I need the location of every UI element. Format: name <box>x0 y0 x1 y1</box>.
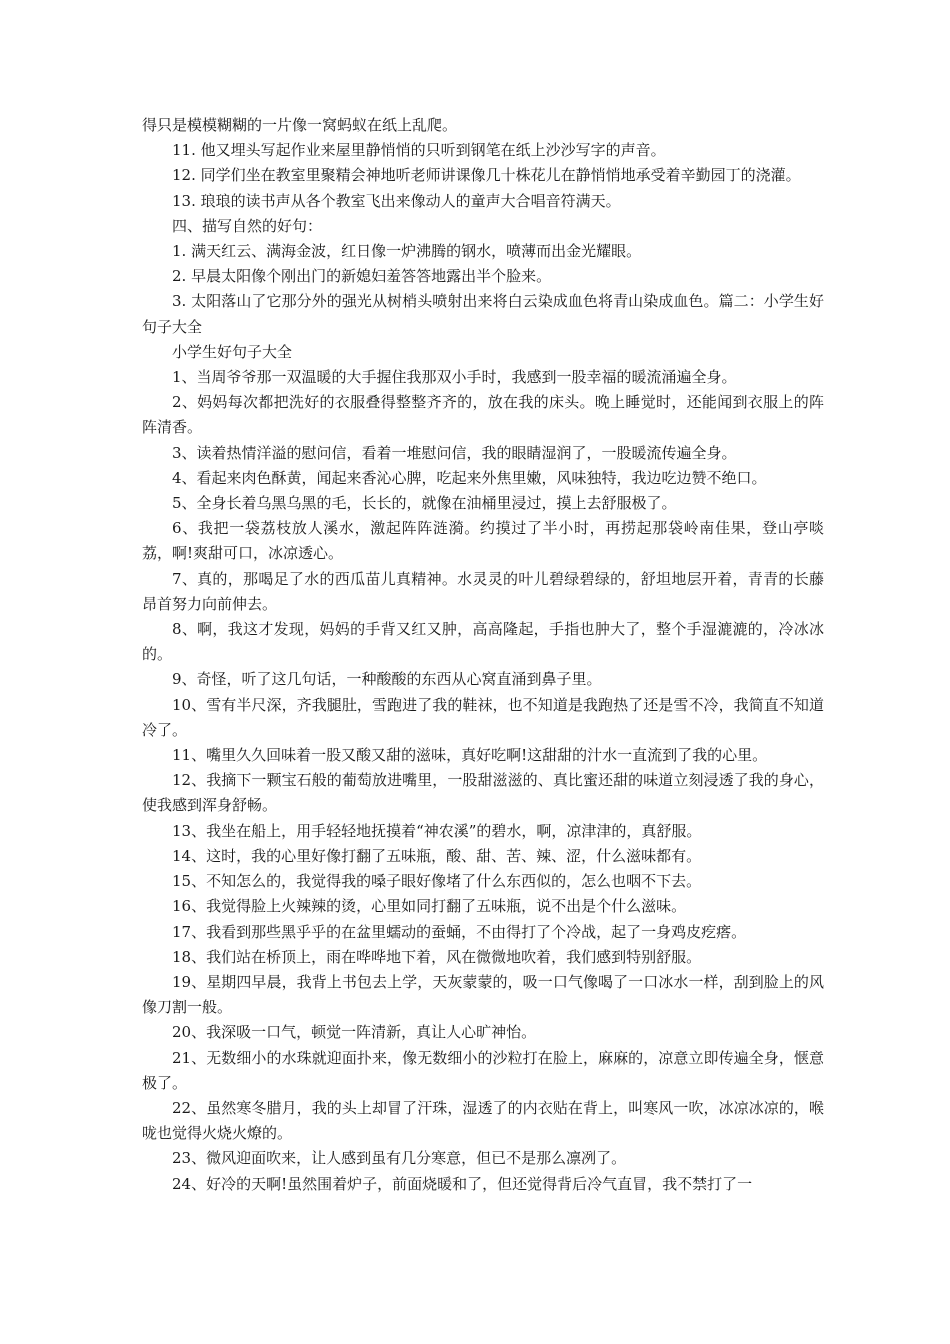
paragraph: 14、这时，我的心里好像打翻了五味瓶，酸、甜、苦、辣、涩，什么滋味都有。 <box>172 846 702 865</box>
paragraph: 13、我坐在船上，用手轻轻地抚摸着“神农溪”的碧水，啊，凉津津的，真舒服。 <box>172 821 702 840</box>
paragraph: 19、星期四早晨，我背上书包去上学，天灰蒙蒙的，吸一口气像喝了一口冰水一样，刮到脸上的风像刀割一般。 <box>142 972 824 1017</box>
paragraph: 3、读着热情洋溢的慰问信，看着一堆慰问信，我的眼睛湿润了，一股暖流传遍全身。 <box>172 443 737 462</box>
paragraph: 3. 太阳落山了它那分外的强光从树梢头喷射出来将白云染成血色将青山染成血色。篇二：小学生好句子大全 <box>142 292 824 336</box>
section-title: 小学生好句子大全 <box>172 342 293 361</box>
paragraph: 1. 满天红云、满海金波，红日像一炉沸腾的钢水，喷薄而出金光耀眼。 <box>172 242 642 261</box>
paragraph: 11、嘴里久久回味着一股又酸又甜的滋味，真好吃啊!这甜甜的汁水一直流到了我的心里。 <box>172 746 768 765</box>
paragraph: 23、微风迎面吹来，让人感到虽有几分寒意，但已不是那么凛冽了。 <box>172 1149 627 1168</box>
paragraph: 5、全身长着乌黑乌黑的毛，长长的，就像在油桶里浸过，摸上去舒服极了。 <box>172 494 677 513</box>
paragraph: 11. 他又埋头写起作业来屋里静悄悄的只听到钢笔在纸上沙沙写字的声音。 <box>172 141 666 160</box>
document-page <box>142 113 824 1197</box>
paragraph: 20、我深吸一口气，顿觉一阵清新，真让人心旷神怡。 <box>172 1023 537 1042</box>
paragraph: 1、当周爷爷那一双温暖的大手握住我那双小手时，我感到一股幸福的暖流涌遍全身。 <box>172 368 737 387</box>
section-heading: 四、描写自然的好句： <box>172 216 323 235</box>
paragraph: 17、我看到那些黑乎乎的在盆里蠕动的蚕蛹，不由得打了个冷战，起了一身鸡皮疙瘩。 <box>172 922 747 941</box>
paragraph: 9、奇怪，听了这几句话，一种酸酸的东西从心窝直涌到鼻子里。 <box>172 670 602 689</box>
paragraph: 2. 早晨太阳像个刚出门的新媳妇羞答答地露出半个脸来。 <box>172 267 552 286</box>
paragraph: 16、我觉得脸上火辣辣的烫，心里如同打翻了五味瓶，说不出是个什么滋味。 <box>172 897 687 916</box>
paragraph: 得只是模模糊糊的一片像一窝蚂蚁在纸上乱爬。 <box>142 116 458 134</box>
paragraph: 18、我们站在桥顶上，雨在哗哗地下着，风在微微地吹着，我们感到特别舒服。 <box>172 947 702 966</box>
paragraph: 10、雪有半尺深，齐我腿肚，雪跑进了我的鞋袜，也不知道是我跑热了还是雪不冷，我简直不知道冷了。 <box>142 695 824 739</box>
paragraph: 22、虽然寒冬腊月，我的头上却冒了汗珠，湿透了的内衣贴在背上，叫寒风一吹，冰凉冰凉的，喉咙也觉得火烧火燎的。 <box>142 1098 824 1143</box>
paragraph: 8、啊，我这才发现，妈妈的手背又红又肿，高高隆起，手指也肿大了，整个手湿漉漉的，冷冰冰的。 <box>142 620 824 664</box>
paragraph: 15、不知怎么的，我觉得我的嗓子眼好像堵了什么东西似的，怎么也咽不下去。 <box>172 872 702 891</box>
paragraph: 6、我把一袋荔枝放人溪水，激起阵阵涟漪。约摸过了半小时，再捞起那袋岭南佳果，登山亭啖荔，啊!爽甜可口，冰凉透心。 <box>142 519 824 563</box>
paragraph: 12. 同学们坐在教室里聚精会神地听老师讲课像几十株花儿在静悄悄地承受着辛勤园丁的浇灌。 <box>172 166 801 185</box>
paragraph: 7、真的，那喝足了水的西瓜苗儿真精神。水灵灵的叶儿碧绿碧绿的，舒坦地层开着，青青的长藤昂首努力向前伸去。 <box>142 569 824 613</box>
paragraph: 13. 琅琅的读书声从各个教室飞出来像动人的童声大合唱音符满天。 <box>172 191 621 210</box>
paragraph: 2、妈妈每次都把洗好的衣服叠得整整齐齐的，放在我的床头。晚上睡觉时，还能闻到衣服上的阵阵清香。 <box>142 393 824 437</box>
paragraph: 4、看起来肉色酥黄，闻起来香沁心脾，吃起来外焦里嫩，风味独特，我边吃边赞不绝口。 <box>172 468 767 487</box>
paragraph: 12、我摘下一颗宝石般的葡萄放进嘴里，一股甜滋滋的、真比蜜还甜的味道立刻浸透了我的身心，使我感到浑身舒畅。 <box>142 771 824 815</box>
paragraph: 21、无数细小的水珠就迎面扑来，像无数细小的沙粒打在脸上，麻麻的，凉意立即传遍全身，惬意极了。 <box>142 1048 824 1092</box>
paragraph: 24、好冷的天啊!虽然围着炉子，前面烧暖和了，但还觉得背后冷气直冒，我不禁打了一 <box>172 1174 753 1193</box>
